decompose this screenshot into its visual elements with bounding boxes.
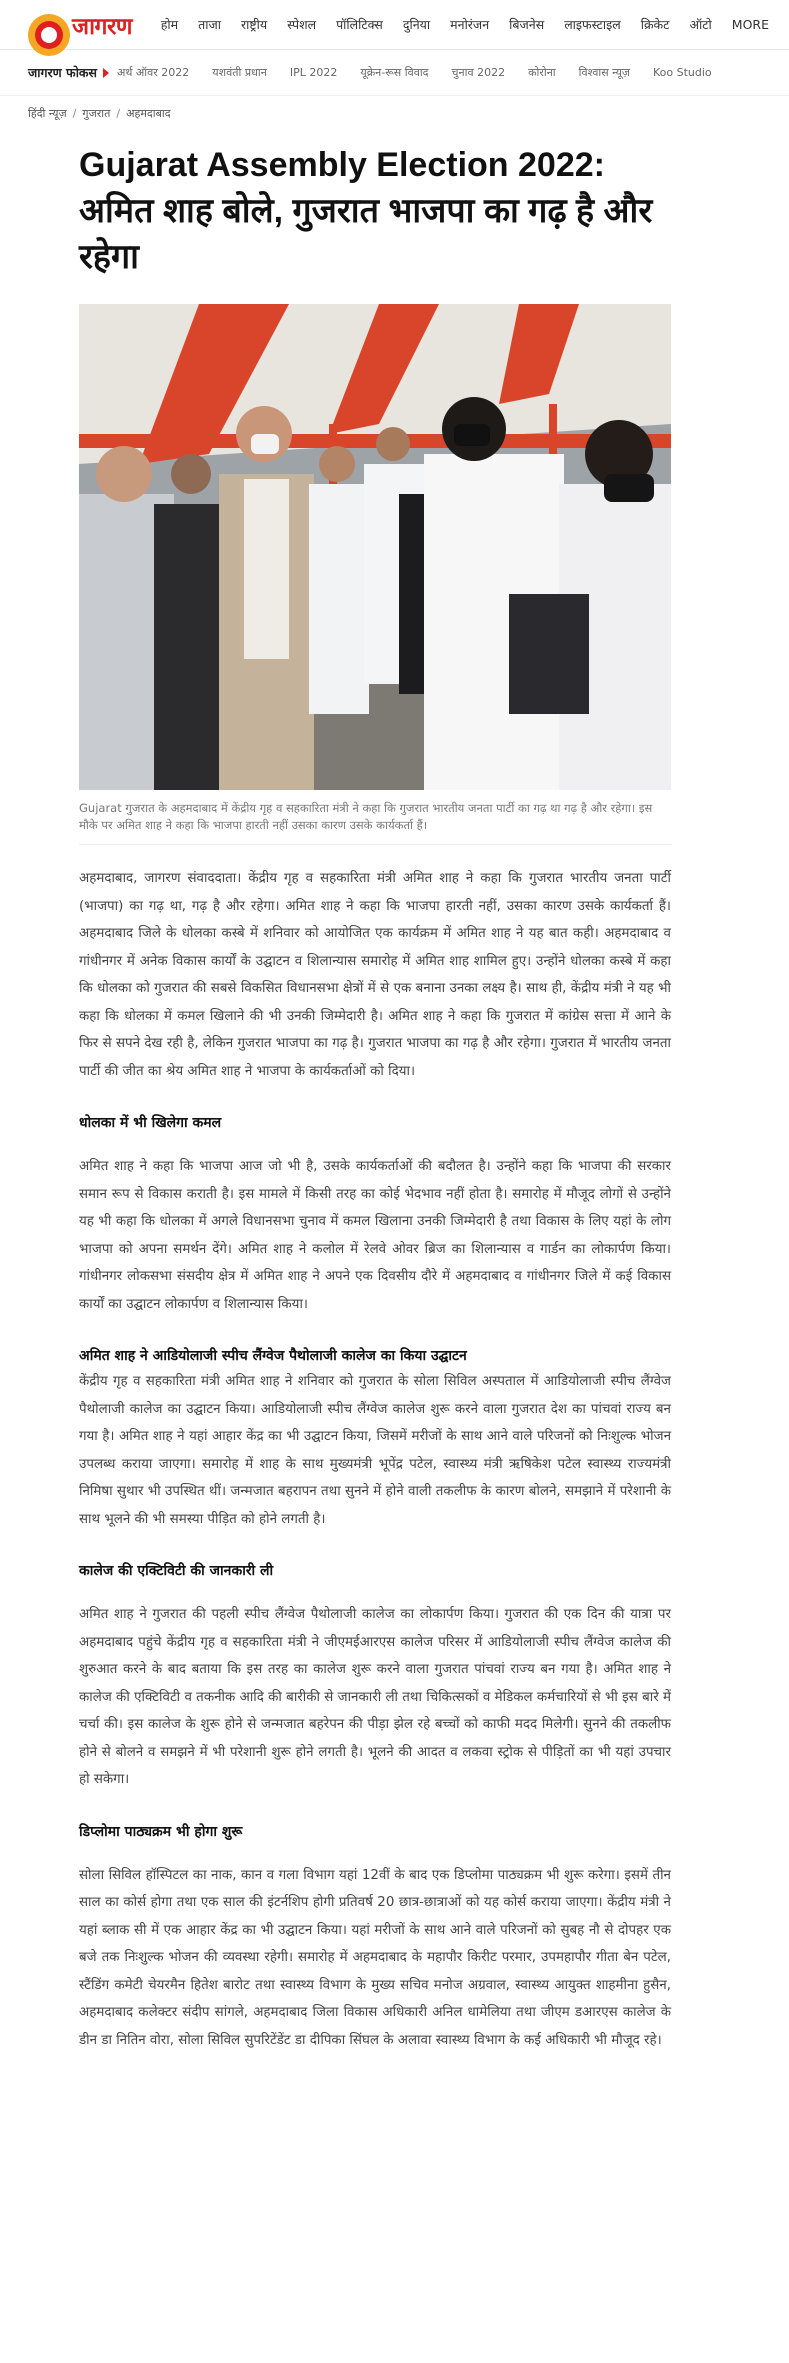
nav-item-more[interactable]: MORE bbox=[731, 17, 769, 32]
focus-item[interactable]: Koo Studio bbox=[653, 66, 712, 79]
section-heading: डिप्लोमा पाठ्यक्रम भी होगा शुरू bbox=[79, 1823, 243, 1840]
nav-item-cricket[interactable]: क्रिकेट bbox=[640, 17, 670, 32]
main-menu bbox=[161, 16, 789, 33]
top-nav bbox=[0, 0, 789, 50]
focus-item[interactable]: चुनाव 2022 bbox=[451, 66, 506, 79]
focus-item[interactable]: IPL 2022 bbox=[289, 66, 338, 79]
nav-item-politics[interactable]: पॉलिटिक्स bbox=[336, 17, 383, 32]
breadcrumb-item[interactable]: हिंदी न्यूज़ bbox=[28, 106, 67, 120]
divider bbox=[79, 844, 671, 845]
section-text: अमित शाह ने गुजरात की पहली स्पीच लैंग्वेज पैथोलाजी कालेज का लोकार्पण किया। गुजरात की एक दिन की यात्रा पर अहमदाबाद पहुंचे केंद्रीय गृह व सहकारिता मंत्री ने जीएमईआरएस कालेज परिसर में आडियोलाजी स्पीच लैंग्वेज कालेज की शुरुआत करने के बाद बताया कि इस तरह का कालेज शुरू करने वाला गुजरात पांचवां राज्य बन गया है। अमित शाह ने कालेज की एक्टिविटी व तकनीक आदि की बारीकी से जानकारी ली तथा चिकित्सकों व मेडिकल कर्मचारियों से भी इस बारे में चर्चा की। इस कालेज के शुरू होने से जन्मजात बहरेपन की पीड़ा झेल रहे बच्चों को काफी मदद मिलेगी। सुनने की तकलीफ होने से बोलने व समझने में भी परेशानी शुरू होने लगती है। भूलने की आदत व लकवा स्ट्रोक से पीड़ितों का भी यहां उपचार हो सकेगा। bbox=[79, 1607, 671, 1787]
focus-item[interactable]: विश्वास न्यूज़ bbox=[578, 66, 630, 79]
focus-item[interactable]: कोरोना bbox=[528, 66, 556, 79]
nav-item-business[interactable]: बिजनेस bbox=[509, 17, 545, 32]
nav-item-world[interactable]: दुनिया bbox=[402, 17, 431, 32]
focus-title: जागरण फोकस bbox=[28, 65, 97, 80]
article bbox=[79, 142, 671, 2054]
caret-right-icon bbox=[103, 68, 109, 78]
breadcrumb-item[interactable]: अहमदाबाद bbox=[126, 106, 171, 120]
logo-text: जागरण bbox=[72, 13, 133, 40]
focus-item[interactable]: यशवंती प्रधान bbox=[212, 66, 267, 79]
article-body bbox=[79, 865, 671, 2054]
section-text: अमित शाह ने कहा कि भाजपा आज जो भी है, उसके कार्यकर्ताओं की बदौलत है। उन्होंने कहा कि भाजपा की सरकार समान रूप से विकास कराती है। इस मामले में किसी तरह का कोई भेदभाव नहीं होता है। समारोह में मौजूद लोगों से उन्होंने यह भी कहा कि धोलका में अगले विधानसभा चुनाव में कमल खिलाना उनकी जिम्मेदारी है तथा विकास के लिए यहां के लोग भाजपा को अपना समर्थन देंगे। अमित शाह ने कलोल में रेलवे ओवर ब्रिज का शिलान्यास व गार्डन का लोकार्पण किया। गांधीनगर लोकसभा संसदीय क्षेत्र में अमित शाह ने अपने एक दिवसीय दौरे में अहमदाबाद व गांधीनगर जिले में कई विकास कार्यों का उद्घाटन लोकार्पण व शिलान्यास किया। bbox=[79, 1159, 672, 1312]
nav-item-latest[interactable]: ताजा bbox=[198, 17, 221, 32]
section-heading: कालेज की एक्टिविटी की जानकारी ली bbox=[79, 1563, 274, 1579]
section-heading: अमित शाह ने आडियोलाजी स्पीच लैंग्वेज पैथोलाजी कालेज का किया उद्घाटन bbox=[79, 1348, 467, 1364]
focus-item[interactable]: अर्थ ऑवर 2022 bbox=[116, 66, 190, 79]
nav-item-national[interactable]: राष्ट्रीय bbox=[240, 17, 268, 32]
article-headline: Gujarat Assembly Election 2022: अमित शाह बोले, गुजरात भाजपा का गढ़ है और रहेगा bbox=[79, 146, 653, 276]
nav-item-special[interactable]: स्पेशल bbox=[287, 17, 317, 32]
section-text: केंद्रीय गृह व सहकारिता मंत्री अमित शाह ने शनिवार को गुजरात के सोला सिविल अस्पताल में आडियोलाजी स्पीच लैंग्वेज पैथोलाजी कालेज का उद्घाटन किया। आडियोलाजी स्पीच लैंग्वेज कालेज शुरू करने वाला गुजरात देश का पांचवां राज्य बन गया है। अमित शाह ने यहां आहार केंद्र का भी उद्घाटन किया, जिसमें मरीजों के साथ आने वाले परिजनों को निःशुल्क भोजन उपलब्ध कराया जाएगा। समारोह में शाह के साथ मुख्यमंत्री भूपेंद्र पटेल, स्वास्थ्य मंत्री ऋषिकेश पटेल स्वास्थ्य राज्यमंत्री निमिषा सुथार भी उपस्थित थीं। जन्मजात बहरापन तथा सुनने में होने वाली तकलीफ के कारण बोलने, समझाने में परेशानी के साथ भूलने की भी समस्या पीड़ित को होने लगती है। bbox=[79, 1374, 671, 1527]
section-text: सोला सिविल हॉस्पिटल का नाक, कान व गला विभाग यहां 12वीं के बाद एक डिप्लोमा पाठ्यक्रम भी शुरू करेगा। इसमें तीन साल का कोर्स होगा तथा एक साल की इंटर्नशिप होगी प्रतिवर्ष 20 छात्र-छात्राओं को यह कोर्स कराया जाएगा। केंद्रीय मंत्री ने यहां ब्लाक सी में एक आहार केंद्र का भी उद्घाटन किया। यहां मरीजों के साथ आने वाले परिजनों को सुबह नौ से दोपहर एक बजे तक निःशुल्क भोजन की व्यवस्था रहेगी। समारोह में अहमदाबाद के महापौर किरीट परमार, उपमहापौर गीता बेन पटेल, स्टैंडिंग कमेटी चेयरमैन हितेश बारोट तथा स्वास्थ्य विभाग के मुख्य सचिव मनोज अग्रवाल, स्वास्थ्य आयुक्त शाहमीना हुसैन, अहमदाबाद कलेक्टर संदीप सांगले, अहमदाबाद जिला विकास अधिकारी अनिल धामेलिया तथा जीएम डआरएस कालेज के डीन डा नितिन वोरा, सोला सिविल सुपरिटेंडेंट डा दीपिका सिंघल के अलावा स्वास्थ्य विभाग के कई अधिकारी भी मौजूद रहे। bbox=[79, 1867, 671, 2048]
article-photo bbox=[79, 304, 671, 790]
photo-caption: Gujarat गुजरात के अहमदाबाद में केंद्रीय गृह व सहकारिता मंत्री ने कहा कि गुजरात भारतीय जनता पार्टी का गढ़ था गढ़ है और रहेगा। इस मौके पर अमित शाह ने कहा कि भाजपा हारती नहीं उसका कारण उसके कार्यकर्ता हैं। bbox=[79, 801, 653, 832]
breadcrumb: हिंदी न्यूज़ / गुजरात / अहमदाबाद bbox=[28, 106, 171, 120]
article-intro: अहमदाबाद, जागरण संवाददाता। केंद्रीय गृह व सहकारिता मंत्री अमित शाह ने कहा कि गुजरात भारतीय जनता पार्टी (भाजपा) का गढ़ था, गढ़ है और रहेगा। अमित शाह ने कहा कि भाजपा हारती नहीं, उसका कारण उसके कार्यकर्ता हैं। अहमदाबाद जिले के धोलका कस्बे में शनिवार को आयोजित एक कार्यक्रम में अमित शाह ने यह बात कही। अहमदाबाद व गांधीनगर में अनेक विकास कार्यों के उद्घाटन व शिलान्यास समारोह में अमित शाह शामिल हुए। उन्होंने धोलका कस्बे में कहा कि धोलका को गुजरात की सबसे विकसित विधानसभा क्षेत्रों में से एक बनाना उनका लक्ष्य है। साथ ही, केंद्रीय मंत्री ने यह भी कहा कि धोलका में कमल खिलाने की भी उनकी जिम्मेदारी है। अमित शाह ने कहा कि गुजरात में कांग्रेस सत्ता में आने के फिर से सपने देख रही है, लेकिन गुजरात भाजपा का गढ़ है। गुजरात भाजपा का गढ़ है और रहेगा। गुजरात में भारतीय जनता पार्टी की जीत का श्रेय अमित शाह ने भाजपा के कार्यकर्ताओं को दिया। bbox=[79, 871, 671, 1079]
nav-item-home[interactable]: होम bbox=[160, 17, 179, 32]
nav-item-entertainment[interactable]: मनोरंजन bbox=[450, 17, 490, 32]
focus-item[interactable]: यूक्रेन-रूस विवाद bbox=[360, 66, 429, 79]
sun-logo-icon bbox=[28, 12, 70, 38]
focus-bar bbox=[0, 50, 789, 96]
site-logo[interactable] bbox=[28, 0, 161, 50]
section-heading: धोलका में भी खिलेगा कमल bbox=[79, 1115, 222, 1131]
breadcrumb-item[interactable]: गुजरात bbox=[82, 106, 111, 120]
nav-item-lifestyle[interactable]: लाइफस्टाइल bbox=[564, 17, 621, 32]
nav-item-auto[interactable]: ऑटो bbox=[689, 17, 712, 32]
